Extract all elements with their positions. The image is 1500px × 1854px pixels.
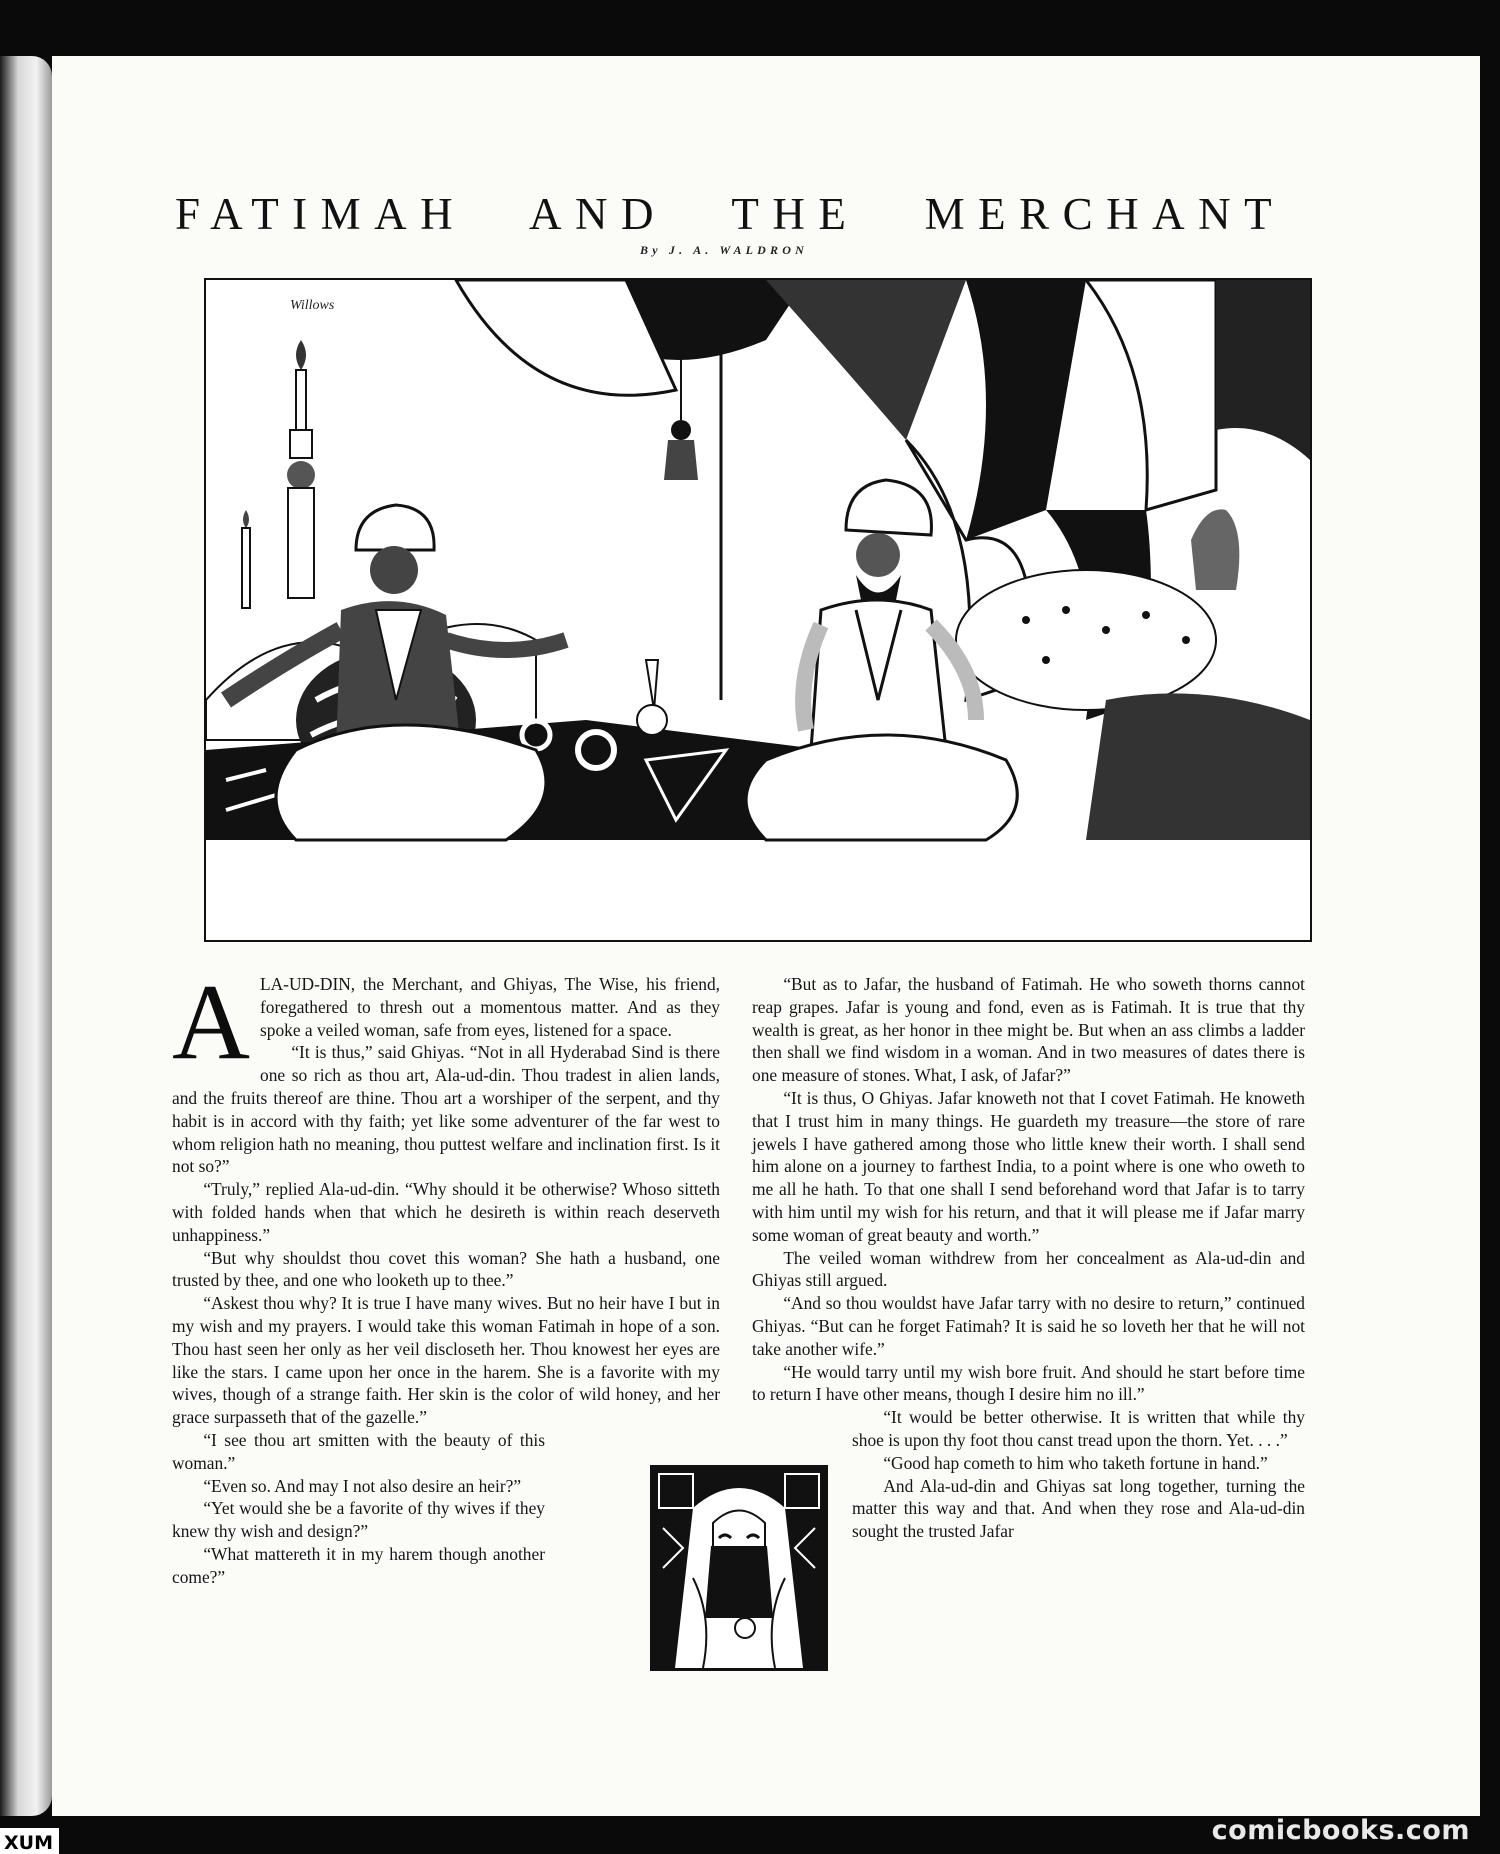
tent-scene-drawing: [206, 280, 1310, 940]
artist-signature: Willows: [290, 298, 335, 313]
paragraph: “What mattereth it in my harem though another come?”: [172, 1543, 545, 1587]
paragraph: The veiled woman withdrew from her concealment as Ala-ud-din and Ghiyas still argued.: [752, 1247, 1305, 1291]
paragraph: “Truly,” replied Ala-ud-din. “Why should it be otherwise? Whoso sitteth with folded hands when that which he desireth is within reach deserveth unhappiness.”: [172, 1179, 720, 1245]
paragraph: And Ala-ud-din and Ghiyas sat long together, turning the matter this way and that. And when they rose and Ala-ud-din sought the trusted Jafar: [852, 1475, 1305, 1542]
article-byline: By J. A. WALDRON: [640, 243, 808, 257]
paragraph: “Askest thou why? It is true I have many wives. But no heir have I but in my wish and my prayers. I would take this woman Fatimah in hope of a son. Thou hast seen her only as her veil discloseth her. Thou knowest her eyes are like the stars. I came upon her once in the harem. She is a favorite with my wives, though of a strange faith. Her skin is the color of wild honey, and her grace surpasseth that of the gazelle.”: [172, 1293, 720, 1428]
paragraph: “It is thus,” said Ghiyas. “Not in all Hyderabad Sind is there one so rich as thou art, Ala-ud-din. Thou tradest in alien lands, and the fruits thereof are thine. Thou art a worshiper of the serpent, and thy habit is in accord with thy faith; yet like some adventurer of the far west to whom religion hath no meaning, thou puttest welfare and inclination first. Is it not so?”: [172, 1042, 720, 1177]
paragraph: LA-UD-DIN, the Merchant, and Ghiyas, The Wise, his friend, foregathered to thresh out a momentous matter. And as they spoke a veiled woman, safe from eyes, listened for a space.: [260, 974, 720, 1040]
corner-tag: XUM: [0, 1828, 59, 1854]
paragraph: “But as to Jafar, the husband of Fatimah. He who soweth thorns cannot reap grapes. Jafar is young and fond, even as is Fatimah. It is true that thy wealth is great, as her honor in thee might be. But when an ass climbs a ladder then shall we find wisdom in a woman. And in two measures of dates there is one measure of stones. What, I ask, of Jafar?”: [752, 974, 1305, 1086]
paragraph: “I see thou art smitten with the beauty of this woman.”: [172, 1429, 545, 1473]
paragraph: “It is thus, O Ghiyas. Jafar knoweth not that I covet Fatimah. He knoweth that I trust him in many things. He guardeth my treasure—the store of rare jewels I have gathered among those who little knew their worth. I shall send him alone on a journey to farthest India, to a point where is one who oweth to me all he hath. To that one shall I send beforehand word that Jafar is to tarry with him until my wish for his return, and that it will please me if Jafar marry some woman of great beauty and worth.”: [752, 1087, 1305, 1245]
paragraph: “But why shouldst thou covet this woman? She hath a husband, one trusted by thee, and one who looketh up to thee.”: [172, 1247, 720, 1291]
main-illustration: [204, 278, 1312, 942]
left-page-edge: [0, 56, 52, 1816]
text-column-left: [172, 963, 720, 1639]
text-column-right: [752, 973, 1305, 1614]
drop-cap: A: [172, 963, 250, 1082]
article-title: FATIMAH AND THE MERCHANT: [175, 189, 1286, 239]
paragraph: “Good hap cometh to him who taketh fortune in hand.”: [883, 1452, 1268, 1473]
veiled-woman-illustration: [650, 1465, 828, 1671]
watermark-text: comicbooks.com: [1211, 1815, 1470, 1846]
veiled-woman-drawing: [653, 1468, 825, 1668]
paragraph: “He would tarry until my wish bore fruit. And should he start before time to return I have other means, though I desire him no ill.”: [752, 1361, 1305, 1405]
paragraph: “Even so. And may I not also desire an heir?”: [203, 1475, 522, 1496]
paragraph: “Yet would she be a favorite of thy wives if they knew thy wish and design?”: [172, 1498, 545, 1542]
paragraph: “It would be better otherwise. It is written that while thy shoe is upon thy foot thou canst tread upon the thorn. Yet. . . .”: [852, 1407, 1305, 1450]
paragraph: “And so thou wouldst have Jafar tarry with no desire to return,” continued Ghiyas. “But can he forget Fatimah? It is said he so loveth her that he will not take another wife.”: [752, 1293, 1305, 1359]
